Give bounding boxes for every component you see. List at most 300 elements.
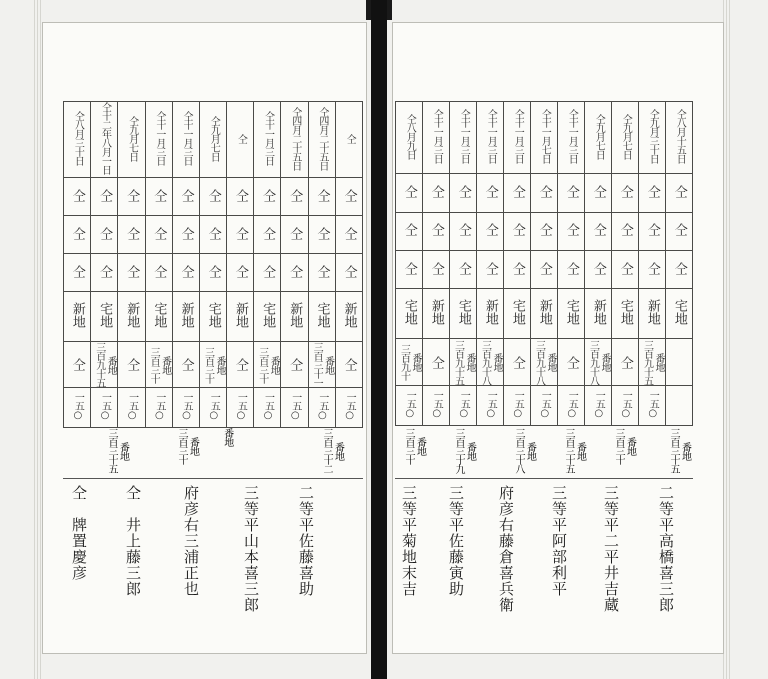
table-cell <box>612 289 639 339</box>
area-value-text: 一五○ <box>208 392 220 420</box>
owner-name: 仝 井上藤三郎 <box>124 485 142 597</box>
ditto-mark: 仝 <box>97 226 113 240</box>
table-cell <box>281 388 308 428</box>
below-lot-text: 三百三十 <box>176 428 187 464</box>
area-value-text: 一五○ <box>99 392 111 420</box>
area-value-text: 一五○ <box>404 389 416 418</box>
table-cell <box>396 212 423 250</box>
table-cell <box>396 250 423 288</box>
table-cell <box>531 250 558 288</box>
ditto-mark: 仝 <box>178 226 194 240</box>
table-cell <box>64 102 91 178</box>
table-cell <box>450 174 477 212</box>
land-type-text: 新地 <box>428 299 444 326</box>
table-row <box>64 388 363 428</box>
table-cell <box>531 102 558 174</box>
table-cell <box>504 102 531 174</box>
right-separator <box>395 478 693 479</box>
land-type-text: 新地 <box>536 299 552 326</box>
table-cell <box>281 216 308 254</box>
lot-number-text: 三百三十 <box>256 346 268 383</box>
table-cell <box>308 216 335 254</box>
ditto-mark: 仝 <box>341 264 357 278</box>
table-cell <box>612 102 639 174</box>
table-cell <box>64 388 91 428</box>
ditto-mark: 仝 <box>205 226 221 240</box>
below-lot-label <box>318 428 345 473</box>
lot-number-text: 番地 <box>491 353 502 372</box>
table-cell <box>477 289 504 339</box>
ditto-mark: 仝 <box>69 188 85 202</box>
table-cell <box>504 174 531 212</box>
table-cell <box>254 342 281 388</box>
owner-name: 三等平佐藤寅助 <box>447 485 465 597</box>
table-cell <box>254 254 281 292</box>
ditto-mark: 仝 <box>260 264 276 278</box>
below-lot-text: 三百三十五 <box>563 428 574 473</box>
area-value-text: 一五○ <box>593 389 605 418</box>
below-lot-label <box>560 428 587 473</box>
table-cell <box>199 216 226 254</box>
ditto-mark: 仝 <box>151 264 167 278</box>
ditto-mark: 仝 <box>124 264 140 278</box>
owner-name: 仝 牌置慶彦 <box>70 485 88 581</box>
below-lot-text: 三百三十五 <box>106 428 117 473</box>
lot-number-text: 番地 <box>464 353 475 372</box>
table-cell <box>281 178 308 216</box>
land-type-text: 宅地 <box>401 299 417 326</box>
table-cell <box>396 102 423 174</box>
land-type-text: 新地 <box>69 302 85 328</box>
date-cell-text: 仝十一月三日 <box>458 109 470 164</box>
date-cell-text: 仝九月七日 <box>208 115 220 161</box>
ditto-mark: 仝 <box>287 226 303 240</box>
area-value-text: 一五○ <box>620 389 632 418</box>
ditto-mark: 仝 <box>124 226 140 240</box>
table-cell <box>396 339 423 385</box>
table-cell <box>531 339 558 385</box>
table-cell <box>172 102 199 178</box>
table-cell <box>585 102 612 174</box>
table-cell <box>558 174 585 212</box>
table-cell <box>666 102 693 174</box>
area-value-text: 一五○ <box>431 389 443 418</box>
below-lot-text: 番地 <box>221 428 233 446</box>
table-cell <box>585 174 612 212</box>
below-lot-text: 三百三十二 <box>321 428 332 473</box>
lot-number-text: 仝 <box>509 355 525 369</box>
table-cell <box>531 174 558 212</box>
ditto-mark: 仝 <box>401 185 417 199</box>
table-cell <box>558 212 585 250</box>
table-cell <box>172 216 199 254</box>
page-edge-left <box>34 0 42 679</box>
table-cell <box>172 254 199 292</box>
land-type-text: 宅地 <box>509 299 525 326</box>
ditto-mark: 仝 <box>178 188 194 202</box>
lot-number-text: 三百三十 <box>148 346 160 383</box>
ditto-mark: 仝 <box>482 261 498 275</box>
date-cell-text: 仝十一月三日 <box>431 109 443 164</box>
lot-number-text: 仝 <box>232 358 248 371</box>
table-cell <box>477 102 504 174</box>
table-cell <box>639 102 666 174</box>
lot-number-text: 三百九十五 <box>641 339 653 385</box>
below-lot-label <box>213 428 240 446</box>
ditto-mark: 仝 <box>314 264 330 278</box>
ditto-mark: 仝 <box>97 188 113 202</box>
ditto-mark: 仝 <box>260 188 276 202</box>
area-value-text: 一五○ <box>289 392 301 420</box>
ditto-mark: 仝 <box>401 261 417 275</box>
table-cell <box>612 339 639 385</box>
date-cell-text: 仝十二年八月一日 <box>99 102 111 174</box>
table-cell <box>118 216 145 254</box>
area-value-text: 一五○ <box>344 392 356 420</box>
table-cell <box>450 339 477 385</box>
lot-number-text: 三百九十 <box>398 344 410 381</box>
owner-name: 府彦右藤倉喜兵衛 <box>497 485 515 613</box>
table-cell <box>308 254 335 292</box>
table-row <box>396 250 693 288</box>
table-row <box>396 102 693 174</box>
below-lot-label <box>610 428 637 464</box>
table-cell <box>504 212 531 250</box>
table-cell <box>504 385 531 425</box>
lot-number-text: 三百三十 <box>202 346 214 383</box>
land-type-text: 宅地 <box>97 302 113 328</box>
table-cell <box>666 339 693 385</box>
date-cell-text: 仝九月七日 <box>126 115 138 161</box>
table-cell <box>612 212 639 250</box>
table-cell <box>585 385 612 425</box>
table-cell <box>639 339 666 385</box>
ditto-mark: 仝 <box>590 261 606 275</box>
table-cell <box>172 342 199 388</box>
table-cell <box>227 216 254 254</box>
table-cell <box>612 250 639 288</box>
lot-number-text: 仝 <box>178 358 194 371</box>
below-lot-text: 番地 <box>679 441 691 460</box>
area-value-text: 一五○ <box>539 389 551 418</box>
table-cell <box>227 102 254 178</box>
area-value-text: 一五○ <box>458 389 470 418</box>
table-cell <box>91 254 118 292</box>
table-cell <box>145 178 172 216</box>
table-cell <box>91 342 118 388</box>
below-lot-text: 三百三十五 <box>668 428 679 473</box>
ditto-mark: 仝 <box>428 185 444 199</box>
table-cell <box>308 292 335 342</box>
table-cell <box>531 289 558 339</box>
below-lot-text: 番地 <box>187 437 199 455</box>
table-cell <box>450 385 477 425</box>
table-cell <box>281 102 308 178</box>
table-cell <box>477 174 504 212</box>
lot-number-text: 三百三十一 <box>311 342 323 387</box>
owner-name: 二等平高橋喜三郎 <box>657 485 675 613</box>
lot-number-text: 仝 <box>341 358 357 371</box>
table-cell <box>423 102 450 174</box>
table-cell <box>254 292 281 342</box>
table-cell <box>64 216 91 254</box>
table-row <box>64 342 363 388</box>
table-cell <box>450 102 477 174</box>
table-row <box>396 174 693 212</box>
below-lot-label <box>510 428 537 473</box>
table-cell <box>450 212 477 250</box>
table-row <box>64 102 363 178</box>
land-type-text: 宅地 <box>314 302 330 328</box>
table-cell <box>585 212 612 250</box>
table-cell <box>450 289 477 339</box>
table-row <box>64 178 363 216</box>
date-cell-text: 仝 <box>235 134 247 143</box>
table-cell <box>145 342 172 388</box>
ditto-mark: 仝 <box>536 261 552 275</box>
lot-number-text: 仝 <box>69 358 85 371</box>
table-cell <box>585 289 612 339</box>
table-cell <box>281 342 308 388</box>
date-cell-text: 仝十一月三日 <box>566 109 578 164</box>
table-cell <box>199 254 226 292</box>
table-cell <box>666 174 693 212</box>
table-cell <box>199 292 226 342</box>
ditto-mark: 仝 <box>428 261 444 275</box>
below-lot-label <box>665 428 692 473</box>
land-type-text: 宅地 <box>151 302 167 328</box>
table-cell <box>308 102 335 178</box>
ditto-mark: 仝 <box>482 185 498 199</box>
table-cell <box>118 342 145 388</box>
table-cell <box>423 212 450 250</box>
table-cell <box>504 250 531 288</box>
table-cell <box>64 292 91 342</box>
ditto-mark: 仝 <box>205 188 221 202</box>
table-cell <box>118 388 145 428</box>
land-type-text: 宅地 <box>260 302 276 328</box>
table-cell <box>172 292 199 342</box>
table-cell <box>227 254 254 292</box>
table-cell <box>423 250 450 288</box>
table-cell <box>612 174 639 212</box>
lot-number-text: 番地 <box>268 355 280 374</box>
table-cell <box>639 250 666 288</box>
area-value-text: 一五○ <box>262 392 274 420</box>
table-cell <box>64 254 91 292</box>
below-lot-label <box>103 428 130 473</box>
date-cell-text: 仝十一月三日 <box>512 109 524 164</box>
table-cell <box>423 339 450 385</box>
lot-number-text: 仝 <box>287 358 303 371</box>
ditto-mark: 仝 <box>314 226 330 240</box>
table-cell <box>199 388 226 428</box>
ditto-mark: 仝 <box>260 226 276 240</box>
ditto-mark: 仝 <box>644 185 660 199</box>
table-row <box>396 212 693 250</box>
below-lot-text: 三百三十八 <box>513 428 524 473</box>
table-row <box>396 289 693 339</box>
table-cell <box>423 289 450 339</box>
date-cell-text: 仝十一月三日 <box>153 111 165 165</box>
lot-number-text: 仝 <box>563 355 579 369</box>
date-cell-text: 仝十一月三日 <box>181 111 193 165</box>
table-cell <box>335 292 362 342</box>
table-cell <box>423 174 450 212</box>
land-type-text: 新地 <box>341 302 357 328</box>
table-cell <box>477 385 504 425</box>
ditto-mark: 仝 <box>428 223 444 237</box>
ditto-mark: 仝 <box>671 261 687 275</box>
table-cell <box>639 212 666 250</box>
date-cell-text: 仝九月七日 <box>620 113 632 159</box>
ditto-mark: 仝 <box>590 223 606 237</box>
ditto-mark: 仝 <box>563 223 579 237</box>
table-cell <box>64 342 91 388</box>
right-register-table <box>395 101 693 426</box>
table-cell <box>254 216 281 254</box>
lot-number-text: 三百九十八 <box>533 339 545 385</box>
table-cell <box>450 250 477 288</box>
ditto-mark: 仝 <box>563 261 579 275</box>
area-value-text: 一五○ <box>566 389 578 418</box>
table-cell <box>639 385 666 425</box>
ditto-mark: 仝 <box>617 261 633 275</box>
table-cell <box>227 342 254 388</box>
lot-number-text: 番地 <box>159 355 171 374</box>
table-cell <box>396 289 423 339</box>
table-cell <box>396 385 423 425</box>
lot-number-text: 三百九十五 <box>93 342 105 387</box>
area-value-text: 一五○ <box>126 392 138 420</box>
table-cell <box>254 388 281 428</box>
date-cell-text: 仝八月三十日 <box>72 111 84 165</box>
table-cell <box>227 292 254 342</box>
left-separator <box>63 478 363 479</box>
area-value-text: 一五○ <box>512 389 524 418</box>
table-cell <box>423 385 450 425</box>
left-page <box>42 22 367 654</box>
table-cell <box>118 254 145 292</box>
table-cell <box>308 342 335 388</box>
below-lot-label <box>173 428 200 464</box>
land-type-text: 宅地 <box>671 299 687 326</box>
lot-number-text: 番地 <box>545 353 556 372</box>
book-spine <box>371 0 387 679</box>
table-cell <box>531 385 558 425</box>
table-cell <box>504 289 531 339</box>
lot-number-text: 番地 <box>410 353 421 372</box>
table-cell <box>145 254 172 292</box>
table-cell <box>558 289 585 339</box>
below-lot-text: 番地 <box>332 441 344 460</box>
land-type-text: 新地 <box>178 302 194 328</box>
ditto-mark: 仝 <box>536 223 552 237</box>
lot-number-text: 番地 <box>322 355 334 374</box>
lot-number-text: 三百九十八 <box>479 339 491 385</box>
date-cell-text: 仝十一月三日 <box>262 111 274 165</box>
table-cell <box>558 339 585 385</box>
left-register-table <box>63 101 363 428</box>
land-type-text: 新地 <box>287 302 303 328</box>
below-lot-text: 番地 <box>574 441 586 460</box>
table-cell <box>145 292 172 342</box>
ditto-mark: 仝 <box>644 223 660 237</box>
table-cell <box>199 342 226 388</box>
date-cell-text: 仝八月九日 <box>404 113 416 159</box>
lot-number-text: 仝 <box>428 355 444 369</box>
table-cell <box>396 174 423 212</box>
date-cell-text: 仝四月二十五日 <box>289 106 301 170</box>
lot-number-text: 仝 <box>124 358 140 371</box>
below-lot-text: 三百三十 <box>613 428 624 464</box>
table-row <box>64 254 363 292</box>
table-cell <box>254 178 281 216</box>
ditto-mark: 仝 <box>455 223 471 237</box>
owner-name: 二等平佐藤喜助 <box>297 485 315 597</box>
ditto-mark: 仝 <box>205 264 221 278</box>
table-cell <box>666 289 693 339</box>
table-cell <box>666 212 693 250</box>
ditto-mark: 仝 <box>69 226 85 240</box>
table-cell <box>118 178 145 216</box>
table-cell <box>531 212 558 250</box>
ditto-mark: 仝 <box>536 185 552 199</box>
table-cell <box>335 102 362 178</box>
table-cell <box>91 216 118 254</box>
ditto-mark: 仝 <box>455 185 471 199</box>
ditto-mark: 仝 <box>232 264 248 278</box>
lot-number-text: 三百九十五 <box>452 339 464 385</box>
table-cell <box>335 178 362 216</box>
ditto-mark: 仝 <box>509 185 525 199</box>
ditto-mark: 仝 <box>482 223 498 237</box>
ditto-mark: 仝 <box>124 188 140 202</box>
ditto-mark: 仝 <box>97 264 113 278</box>
ditto-mark: 仝 <box>232 188 248 202</box>
ditto-mark: 仝 <box>401 223 417 237</box>
table-cell <box>172 178 199 216</box>
table-cell <box>64 178 91 216</box>
table-cell <box>281 292 308 342</box>
table-cell <box>172 388 199 428</box>
table-cell <box>639 289 666 339</box>
ditto-mark: 仝 <box>232 226 248 240</box>
table-cell <box>666 385 693 425</box>
lot-number-text: 三百九十八 <box>587 339 599 385</box>
area-value-text: 一五○ <box>181 392 193 420</box>
table-cell <box>308 178 335 216</box>
ditto-mark: 仝 <box>341 188 357 202</box>
below-lot-text: 番地 <box>524 441 536 460</box>
lot-number-text: 仝 <box>617 355 633 369</box>
land-type-text: 新地 <box>482 299 498 326</box>
owner-name: 三等平阿部利平 <box>550 485 568 597</box>
table-cell <box>612 385 639 425</box>
table-cell <box>335 342 362 388</box>
ditto-mark: 仝 <box>617 185 633 199</box>
table-row <box>64 216 363 254</box>
lot-number-text: 番地 <box>653 353 664 372</box>
land-type-text: 新地 <box>232 302 248 328</box>
table-cell <box>308 388 335 428</box>
table-cell <box>558 250 585 288</box>
ditto-mark: 仝 <box>287 188 303 202</box>
ditto-mark: 仝 <box>314 188 330 202</box>
table-cell <box>145 388 172 428</box>
table-cell <box>227 178 254 216</box>
land-type-text: 宅地 <box>563 299 579 326</box>
